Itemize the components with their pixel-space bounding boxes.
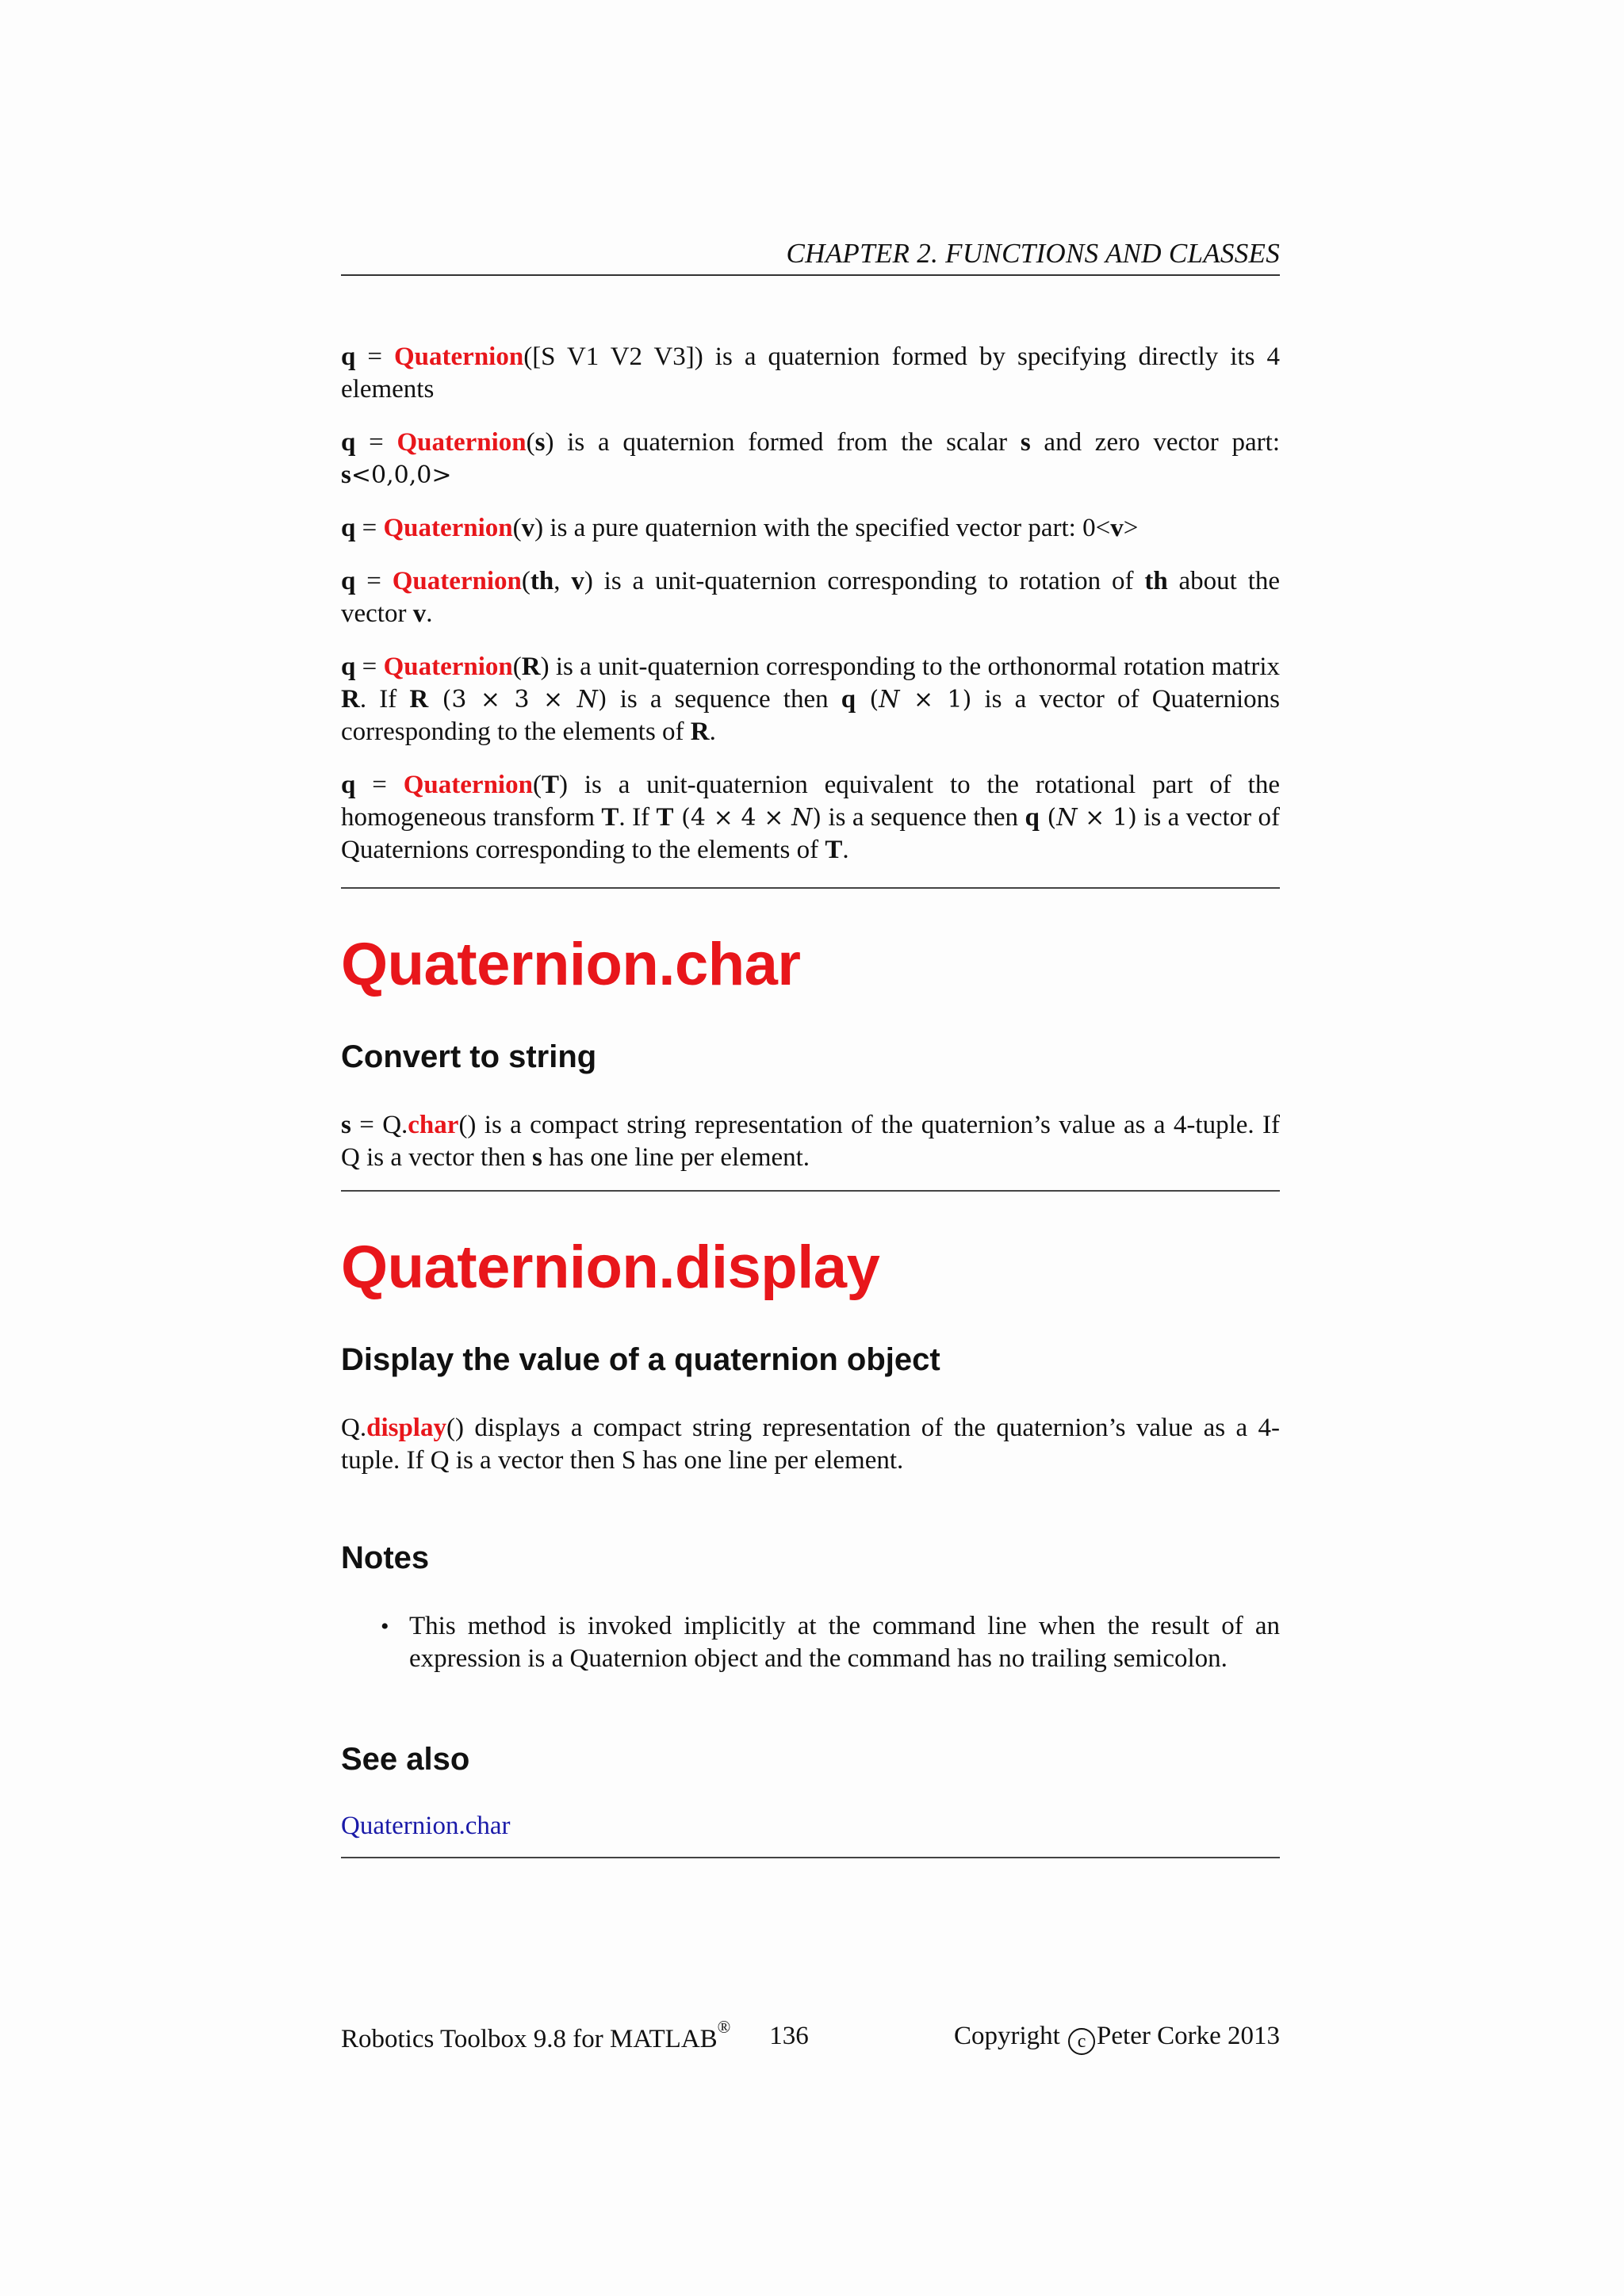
var-q: q: [341, 567, 356, 595]
bold-R: R: [409, 685, 429, 714]
math-N: N: [879, 686, 900, 714]
var-q: q: [341, 771, 356, 799]
constructor-vector-elements: [341, 341, 1280, 406]
description: is a unit-quaternion corresponding to rotation of: [592, 567, 1145, 595]
constructor-rotation-matrix: [341, 651, 1280, 748]
var-q: q: [341, 514, 356, 542]
bold-s: s: [1020, 428, 1031, 457]
description: is a pure quaternion with the specified vector part: 0<: [543, 514, 1111, 542]
math-dims: × 1): [899, 686, 972, 714]
description: . If: [619, 803, 657, 832]
bold-R: R: [690, 718, 710, 746]
fn-quaternion[interactable]: Quaternion: [383, 514, 513, 542]
paren: (: [512, 652, 522, 681]
fn-display[interactable]: display: [366, 1414, 446, 1442]
page-number: 136: [769, 2022, 809, 2050]
equals: =: [355, 771, 404, 799]
subtitle-display-value: Display the value of a quaternion object: [341, 1342, 940, 1377]
paren: ): [558, 771, 568, 799]
fn-quaternion[interactable]: Quaternion: [392, 567, 522, 595]
description: is a sequence then: [822, 803, 1025, 832]
content: [341, 341, 1280, 1858]
arg-R: R: [521, 652, 541, 681]
notes-list: [341, 1610, 1280, 1675]
equals: =: [355, 652, 384, 681]
notes-heading: Notes: [341, 1540, 430, 1575]
description: () is a compact string representation of the quaternion’s value as a 4-tuple. If Q is a vector then: [341, 1111, 1280, 1172]
description: () displays a compact string representation of the quaternion’s value as a 4-tuple. If Q is a vector then S has one line per element.: [341, 1414, 1280, 1475]
var-q: q: [341, 428, 356, 457]
bold-v: v: [412, 599, 427, 628]
paren: (: [532, 771, 542, 799]
paren: ): [584, 567, 593, 595]
prefix: Q.: [341, 1414, 367, 1442]
period: .: [709, 718, 716, 746]
copyright-holder: Peter Corke 2013: [1097, 2022, 1280, 2050]
math-paren: (: [1039, 804, 1057, 832]
section-rule: [341, 1190, 1280, 1192]
arg-v: v: [521, 514, 535, 542]
description: is a unit-quaternion equivalent to the rotational part of the homogeneous transform: [341, 771, 1280, 832]
footer-title-text: Robotics Toolbox 9.8 for MATLAB: [341, 2025, 718, 2053]
math-zero-vector: <0,0,0>: [350, 461, 452, 489]
see-also-links: [341, 1812, 1280, 1841]
constructor-scalar: [341, 427, 1280, 492]
section-title-char: Quaternion.char: [341, 931, 801, 998]
equals: =: [355, 567, 393, 595]
description: is a quaternion formed from the scalar: [553, 428, 1021, 457]
paren: (: [521, 567, 530, 595]
paren: ): [545, 428, 554, 457]
description: is a vector of Quaternions corresponding to the elements of: [341, 685, 1280, 746]
paren: (: [512, 514, 522, 542]
list-item: [381, 1610, 1280, 1675]
fn-quaternion[interactable]: Quaternion: [383, 652, 513, 681]
description: and zero vector part:: [1030, 428, 1280, 457]
separator: ,: [553, 567, 572, 595]
see-also-heading: See also: [341, 1742, 470, 1777]
copyright-label: Copyright: [953, 2022, 1067, 2050]
bold-q: q: [1025, 803, 1040, 832]
bold-s: s: [341, 461, 351, 489]
section-rule: [341, 887, 1280, 889]
description: about the vector: [341, 567, 1281, 628]
math-N: N: [1056, 804, 1078, 832]
bold-R: R: [341, 685, 360, 714]
char-description: [341, 1109, 1280, 1174]
equals: =: [355, 342, 395, 371]
note-text: This method is invoked implicitly at the command line when the result of an expression is a Quaternion object and the command has no trailing semicolon.: [409, 1612, 1280, 1673]
fn-quaternion[interactable]: Quaternion: [394, 342, 524, 371]
equals: =: [355, 428, 397, 457]
footer-copyright: [954, 2022, 1280, 2055]
registered-icon: ®: [717, 2017, 731, 2037]
bullet-icon: •: [381, 1613, 389, 1640]
bold-s: s: [532, 1143, 542, 1172]
constructor-homogeneous-transform: [341, 769, 1280, 867]
arg-th: th: [530, 567, 554, 595]
paren: (: [526, 428, 535, 457]
fn-char[interactable]: char: [408, 1111, 459, 1139]
math-paren: ): [812, 804, 822, 832]
bold-T: T: [825, 836, 843, 864]
bold-s: s: [341, 1111, 351, 1139]
description: is a sequence then: [607, 685, 841, 714]
bold-v: v: [1110, 514, 1124, 542]
subtitle-convert-to-string: Convert to string: [341, 1039, 597, 1074]
math-N: N: [791, 804, 813, 832]
description: is a quaternion formed by specifying directly its 4 elements: [341, 342, 1280, 404]
description: has one line per element.: [542, 1143, 810, 1172]
see-also-link-char[interactable]: Quaternion.char: [341, 1812, 511, 1840]
paren: ): [534, 514, 544, 542]
math-paren: (: [856, 686, 879, 714]
fn-quaternion[interactable]: Quaternion: [396, 428, 527, 457]
paren: ): [540, 652, 550, 681]
math-paren: ): [597, 686, 607, 714]
header-rule: [341, 274, 1280, 276]
var-q: q: [341, 652, 356, 681]
description: is a vector of Quaternions corresponding to the elements of: [341, 803, 1281, 864]
description: . If: [359, 685, 410, 714]
fn-quaternion[interactable]: Quaternion: [403, 771, 533, 799]
bold-q: q: [841, 685, 856, 714]
math-N: N: [576, 686, 598, 714]
footer-title: [341, 2017, 731, 2054]
math-dims: (3 × 3 ×: [428, 686, 577, 714]
math-dims: × 1): [1077, 804, 1137, 832]
equals: = Q.: [350, 1111, 408, 1139]
bold-T: T: [601, 803, 619, 832]
bold-T: T: [656, 803, 674, 832]
copyright-icon: c: [1068, 2028, 1095, 2055]
section-rule: [341, 1857, 1280, 1858]
bold-th: th: [1144, 567, 1168, 595]
arg-v: v: [571, 567, 584, 595]
period: .: [842, 836, 849, 864]
constructor-angle-vector: [341, 565, 1280, 630]
display-description: [341, 1412, 1280, 1477]
arg-s: s: [534, 428, 546, 457]
equals: =: [355, 514, 384, 542]
args: ([S V1 V2 V3]): [523, 342, 703, 371]
section-title-display: Quaternion.display: [341, 1234, 880, 1301]
running-head: CHAPTER 2. FUNCTIONS AND CLASSES: [786, 238, 1280, 269]
constructor-pure: [341, 512, 1280, 545]
description: is a unit-quaternion corresponding to the orthonormal rotation matrix: [549, 652, 1280, 681]
period: .: [426, 599, 433, 628]
arg-T: T: [541, 771, 559, 799]
description: >: [1123, 514, 1139, 542]
math-dims: (4 × 4 ×: [673, 804, 792, 832]
var-q: q: [341, 342, 356, 371]
